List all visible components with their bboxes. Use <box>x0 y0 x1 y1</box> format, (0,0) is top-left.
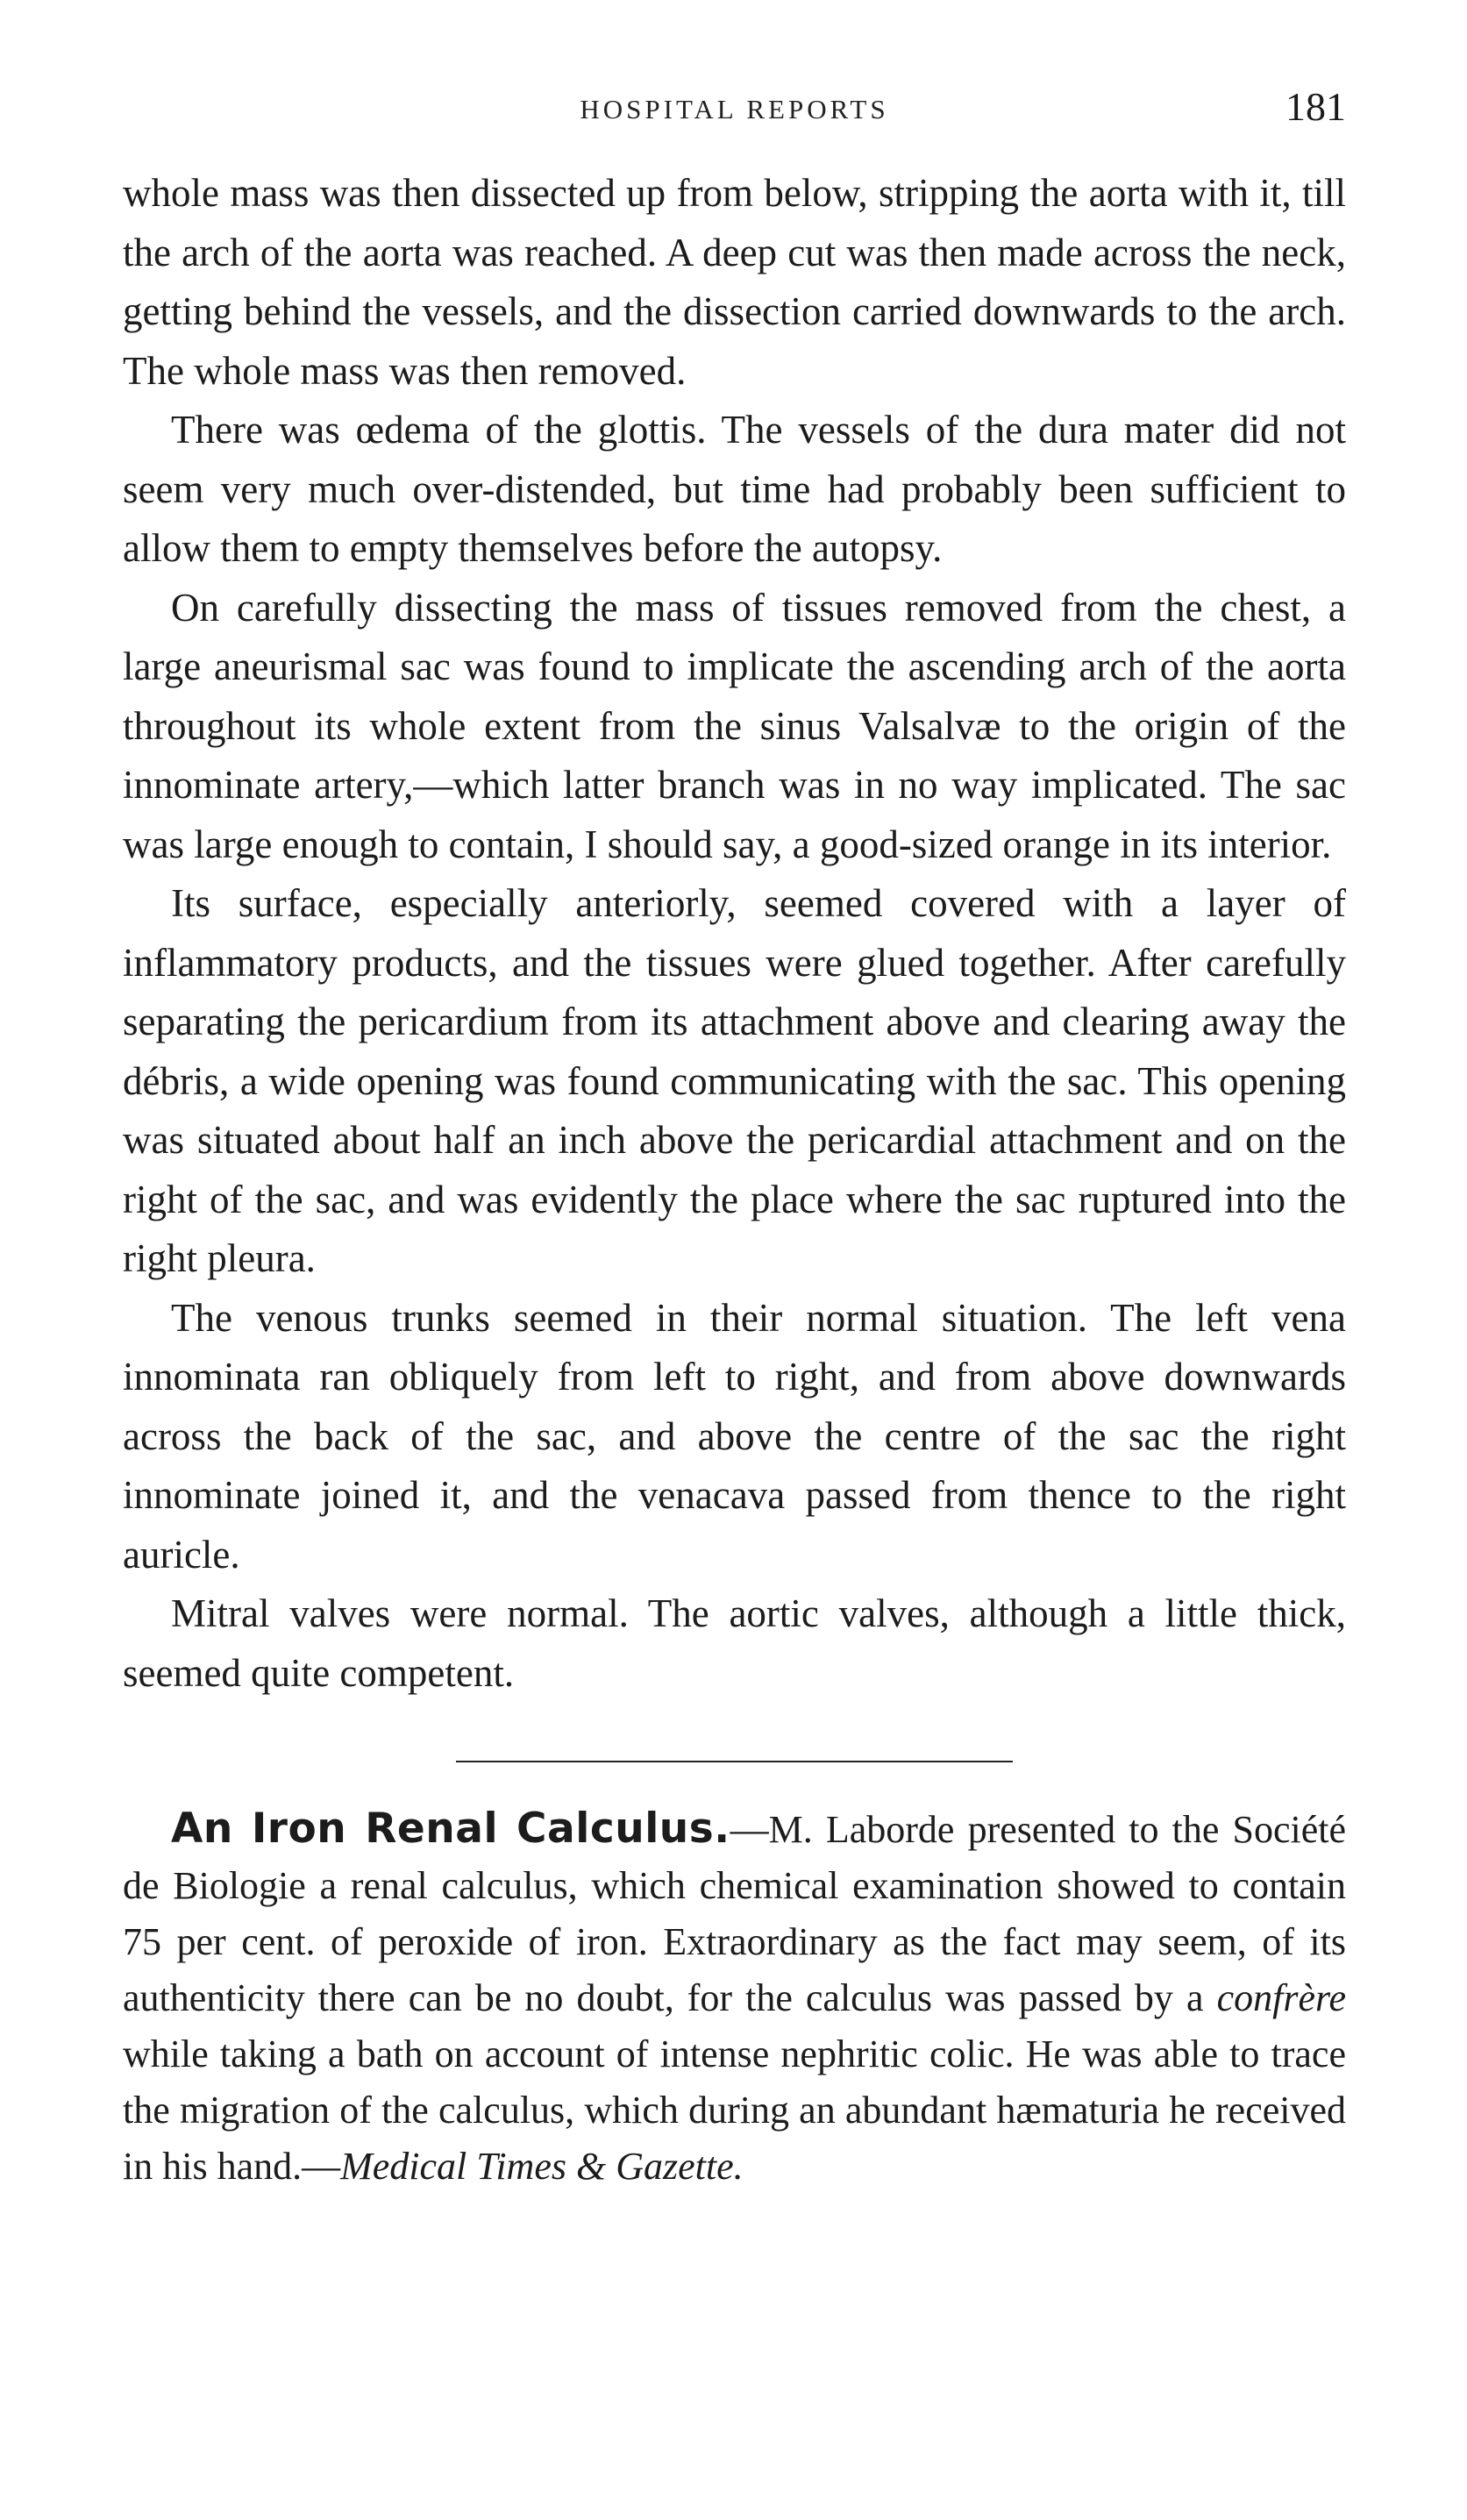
running-head <box>123 83 1346 145</box>
paragraph-continuation: whole mass was then dissected up from below, stripping the aorta with it, till the arch of the aorta was reached. A deep cut was then made across the neck, getting behind the vessels, and the dissection carried downwards to the arch. The whole mass was then removed. <box>123 171 1346 393</box>
paragraph-surface: Its surface, especially anteriorly, seemed covered with a layer of inflammatory products, and the tissues were glued together. After carefully separating the pericardium from its attachment above and clearing away the débris, a wide opening was found communicating with the sac. This opening was situated about half an inch above the pericardial attachment and on the right of the sac, and was evidently the place where the sac ruptured into the right pleura. <box>123 881 1346 1280</box>
paragraph-aneurismal-sac: On carefully dissecting the mass of tissues removed from the chest, a large aneurismal sac was found to implicate the ascending arch of the aorta throughout its whole extent from the sinus Valsalvæ to the origin of the innominate artery,—which latter branch was in no way implicated. The sac was large enough to contain, I should say, a good-sized orange in its interior. <box>123 585 1346 866</box>
paragraph-venous-trunks: The venous trunks seemed in their normal situation. The left vena innominata ran obliquely from left to right, and from above downwards across the back of the sac, and above the centre of the sac the right innominate joined it, and the venacava passed from thence to the right auricle. <box>123 1295 1346 1577</box>
section-divider <box>456 1761 1013 1762</box>
notice-paragraph <box>123 1801 1346 2195</box>
running-title: HOSPITAL REPORTS <box>580 94 889 125</box>
notice-italic-word: confrère <box>1216 1976 1346 2019</box>
paragraph-glottis: There was œdema of the glottis. The vessels of the dura mater did not seem very much over-distended, but time had probably been sufficient to allow them to empty themselves before the autopsy. <box>123 408 1346 570</box>
notice-heading: An Iron Renal Calculus. <box>171 1805 730 1853</box>
source-dash: — <box>302 2145 341 2188</box>
notice-text: M. Laborde presented to the Société de Biologie a renal calculus, which chemical examination showed to contain 75 per cent. of peroxide of iron. Extraordinary as the fact may seem, of its authenticity there can be no doubt, for the calculus was passed by a <box>123 1808 1346 2019</box>
paragraph-mitral-valves: Mitral valves were normal. The aortic valves, although a little thick, seemed quite competent. <box>123 1591 1346 1695</box>
source-citation: Medical Times & Gazette. <box>340 2145 744 2188</box>
article-body <box>123 164 1346 1703</box>
book-page <box>123 83 1346 2195</box>
notice-text-continued: while taking a bath on account of intense nephritic colic. He was able to trace the migration of the calculus, which during an abundant hæmaturia he received in his hand. <box>123 2032 1346 2188</box>
notice-heading-dash: — <box>730 1808 769 1851</box>
page-number: 181 <box>1285 84 1346 129</box>
